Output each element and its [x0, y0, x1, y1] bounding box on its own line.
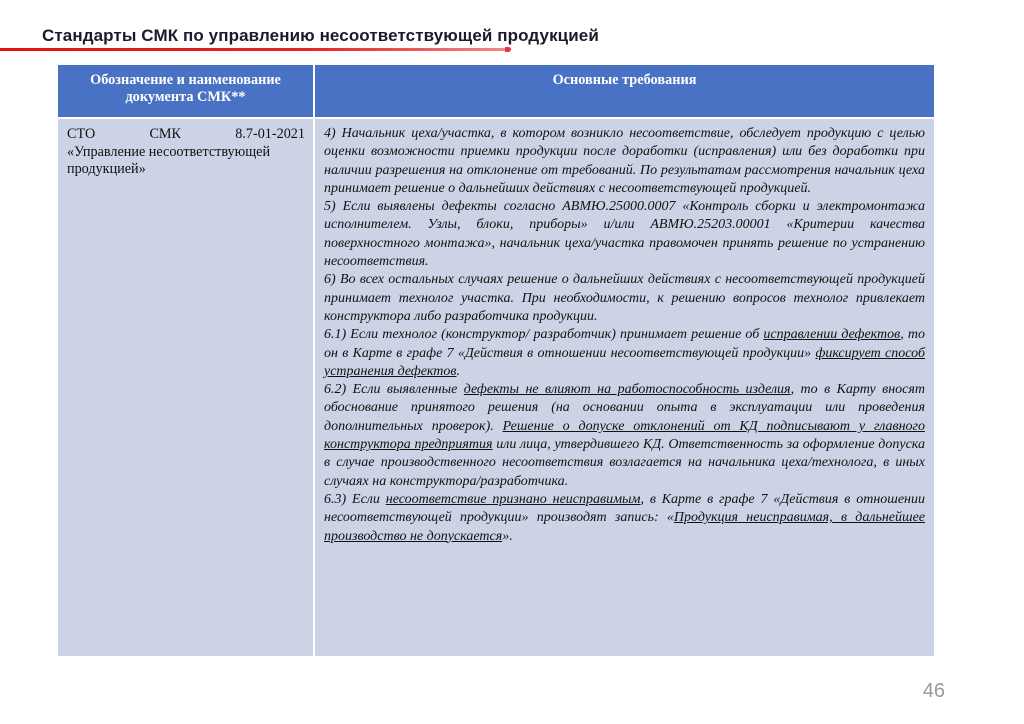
requirement-6-2 [324, 381, 925, 491]
requirement-6-1 [324, 326, 925, 381]
header-requirements: Основные требования [314, 65, 934, 118]
document-code [67, 126, 305, 144]
table-row [58, 118, 934, 656]
slide-title: Стандарты СМК по управлению несоответствующей продукцией [42, 26, 599, 45]
requirement-6-3 [324, 491, 925, 546]
requirement-6-3-text-b: , в Карте в графе 7 «Действия в отношении несоответствующей продукции» производят запись: « [324, 491, 925, 526]
requirement-6: 6) Во всех остальных случаях решение о дальнейших действиях с несоответствующей продукцией принимает технолог участка. При необходимости, к решению вопросов технолог привлекает конструктора либо разработчика продукции. [324, 272, 925, 324]
requirements-cell [314, 118, 934, 656]
document-cell [58, 118, 314, 656]
requirement-6-1-text-b: , то он в Карте в графе 7 «Действия в отношении несоответствующей продукции» [324, 327, 925, 361]
requirement-6-1-underline-b: фиксирует способ устранения дефектов [324, 345, 925, 379]
requirement-6-2-text-b: , то в Карту вносят обоснование принятого решения (на основании опыта в эксплуатации или проведения дополнительных проверок). [324, 382, 925, 434]
requirement-6-1-underline-a: исправлении дефектов [763, 327, 901, 343]
title-underline-tip [505, 47, 511, 52]
requirement-6-3-text-c: ». [502, 528, 513, 544]
requirement-6-2-underline-b: Решение о допуске отклонений от КД подписывают у главного конструктора предприятия [324, 418, 925, 453]
document-name: «Управление несоответствующей продукцией» [67, 143, 271, 177]
document-code-type: СМК [149, 126, 181, 142]
document-code-number: 8.7-01-2021 [235, 126, 305, 142]
requirement-6-2-text-c: или лица, утвердившего КД. Ответственность за оформление допуска в случае производственного несоответствия возлагается на начальника цеха/технолога, в иных случаях на конструктора/разработчика. [324, 437, 925, 489]
standards-table [58, 65, 934, 656]
requirement-6-1-text-a: 6.1) Если технолог (конструктор/ разработчик) принимает решение об [324, 327, 764, 343]
requirement-6-2-underline-a: дефекты не влияют на работоспособность изделия [463, 382, 791, 398]
requirement-6-3-text-a: 6.3) Если [324, 491, 386, 507]
requirement-4: 4) Начальник цеха/участка, в котором возникло несоответствие, обследует продукцию с целью оценки возможности приемки продукции после доработки (исправления) или без доработки при наличии разрешения на отклонение от требований. По результатам рассмотрения начальник цеха принимает решение о дальнейших действиях с несоответствующей продукцией. [324, 126, 925, 196]
requirement-6-1-text-c: . [456, 363, 460, 379]
title-underline-bar [0, 48, 510, 51]
requirement-6-3-underline-b: Продукция неисправимая, в дальнейшее производство не допускается [324, 510, 926, 544]
page-number: 46 [922, 680, 945, 702]
requirement-6-3-underline-a: несоответствие признано неисправимым [385, 491, 641, 507]
table-header-row [58, 65, 934, 118]
document-code-prefix: СТО [67, 126, 96, 142]
header-document-name: Обозначение и наименование документа СМК** [58, 65, 314, 118]
requirement-6-2-text-a: 6.2) Если выявленные [324, 382, 464, 398]
requirement-5: 5) Если выявлены дефекты согласно АВМЮ.25000.0007 «Контроль сборки и электромонтажа исполнителем. Узлы, блоки, приборы» и/или АВМЮ.25203.00001 «Критерии качества поверхностного монтажа», начальник цеха/участка правомочен принять решение по устранению несоответствия. [324, 199, 925, 270]
